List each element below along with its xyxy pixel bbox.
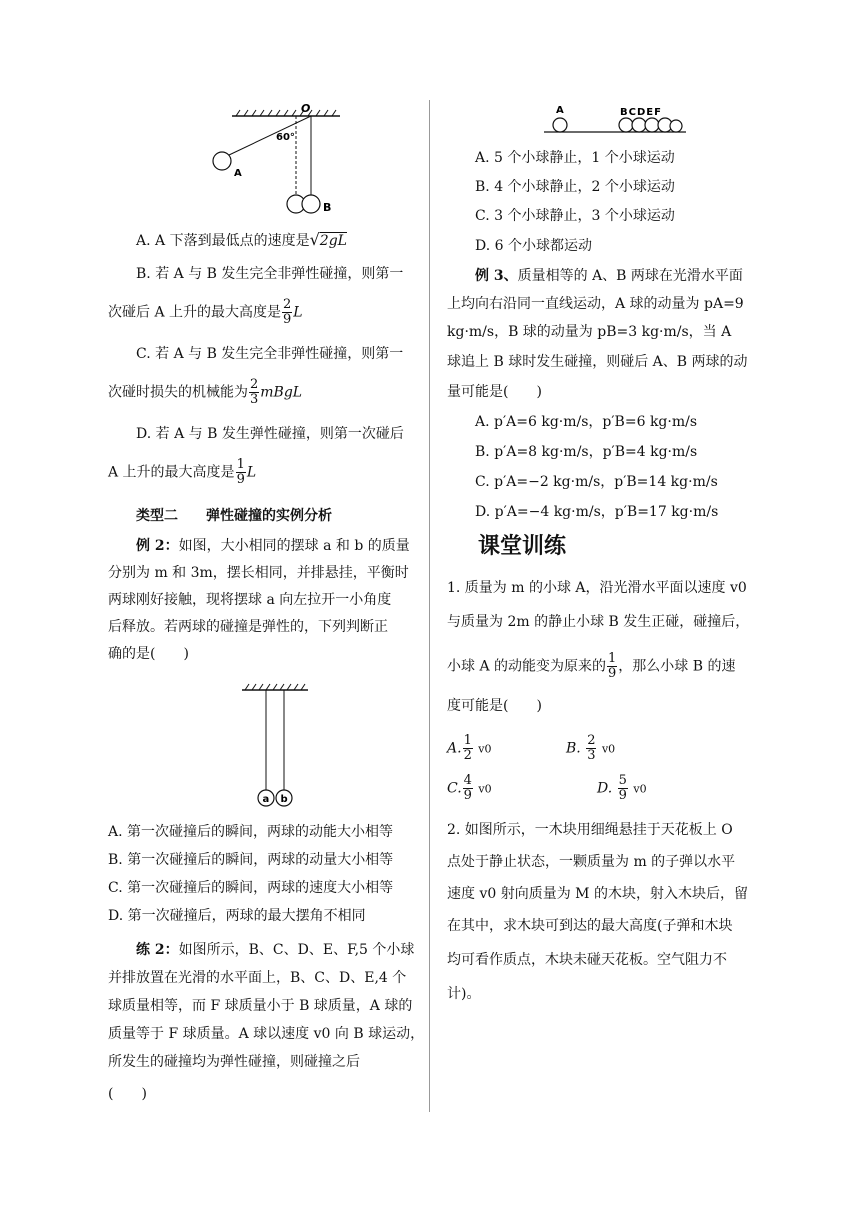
type2-heading: 类型二 弹性碰撞的实例分析 — [136, 508, 332, 524]
column-divider — [429, 100, 430, 1112]
practice-2-option-b: B. 4 个小球静止，2 个小球运动 — [475, 179, 675, 195]
question-2-line-6: 计)。 — [447, 986, 481, 1002]
example-3-line-2: 上均向右沿同一直线运动，A 球的动量为 pA=9 — [447, 296, 744, 312]
practice-2-line-4: 质量等于 F 球质量。A 球以速度 v0 向 B 球运动， — [108, 1026, 425, 1042]
practice-2-line-6: ( ) — [108, 1086, 147, 1102]
pendulum-figure-2 — [238, 680, 312, 810]
example-3-line-1: 例 3、质量相等的 A、B 两球在光滑水平面 — [475, 268, 743, 284]
example-2-line-4: 后释放。若两球的碰撞是弹性的，下列判断正 — [108, 619, 388, 635]
pendulum-figure-1 — [200, 100, 360, 218]
option-b-line1: B. 若 A 与 B 发生完全非弹性碰撞，则第一 — [136, 266, 404, 282]
practice-2-line-2: 并排放置在光滑的水平面上，B、C、D、E,4 个 — [108, 970, 407, 986]
example-2-option-c: C. 第一次碰撞后的瞬间，两球的速度大小相等 — [108, 880, 394, 896]
label-ball-a-small: a — [262, 794, 270, 805]
question-1-option-c: C. $\frac{4}{9}$ v0 — [447, 773, 492, 803]
option-a: A. A 下落到最低点的速度是√2gL — [136, 230, 347, 249]
label-ball-b: B — [323, 201, 332, 214]
example-3-option-b: B. p′A=8 kg·m/s，p′B=4 kg·m/s — [475, 444, 698, 460]
example-2-line-2: 分别为 m 和 3m，摆长相同，并排悬挂，平衡时 — [108, 565, 409, 581]
practice-2-line-3: 球质量相等，而 F 球质量小于 B 球质量，A 球的 — [108, 998, 413, 1014]
option-c-line1: C. 若 A 与 B 发生完全非弹性碰撞，则第一 — [136, 346, 404, 362]
example-2-option-b: B. 第一次碰撞后的瞬间，两球的动量大小相等 — [108, 852, 394, 868]
example-2-line-5: 确的是( ) — [108, 646, 189, 662]
section-title: 课堂训练 — [478, 534, 567, 559]
option-d-line2: A 上升的最大高度是 $\frac{1}{9}$ L — [108, 457, 257, 487]
question-2-line-3: 速度 v0 射向质量为 M 的木块，射入木块后，留 — [447, 886, 748, 902]
example-2-line-3: 两球刚好接触，现将摆球 a 向左拉开一小角度 — [108, 592, 392, 608]
question-1-line-2: 与质量为 2m 的静止小球 B 发生正碰，碰撞后， — [447, 614, 750, 630]
practice-2-option-c: C. 3 个小球静止，3 个小球运动 — [475, 208, 675, 224]
option-d-line1: D. 若 A 与 B 发生弹性碰撞，则第一次碰后 — [136, 426, 404, 442]
practice-2-line-5: 所发生的碰撞均为弹性碰撞，则碰撞之后 — [108, 1054, 360, 1070]
label-ball-a: A — [234, 168, 242, 179]
question-1-line-1: 1. 质量为 m 的小球 A，沿光滑水平面以速度 v0 — [447, 580, 747, 596]
label-balls-bcdef: BCDEF — [620, 107, 662, 118]
example-3-option-d: D. p′A=−4 kg·m/s，p′B=17 kg·m/s — [475, 504, 719, 520]
label-ball-b-small: b — [280, 794, 288, 805]
example-2-line-1: 例 2：如图，大小相同的摆球 a 和 b 的质量 — [136, 538, 410, 554]
question-2-line-2: 点处于静止状态，一颗质量为 m 的子弹以水平 — [447, 854, 736, 870]
example-3-line-5: 量可能是( ) — [447, 384, 542, 400]
option-c-line2: 次碰时损失的机械能为 $\frac{2}{3}$ mBgL — [108, 377, 303, 407]
practice-2-option-a: A. 5 个小球静止，1 个小球运动 — [475, 150, 675, 166]
example-2-option-d: D. 第一次碰撞后，两球的最大摆角不相同 — [108, 908, 366, 924]
question-2-line-4: 在其中，求木块可到达的最大高度(子弹和木块 — [447, 918, 733, 934]
question-2-line-1: 2. 如图所示，一木块用细绳悬挂于天花板上 O — [447, 822, 733, 838]
option-b-line2: 次碰后 A 上升的最大高度是 $\frac{2}{9}$ L — [108, 297, 303, 327]
practice-2-option-d: D. 6 个小球都运动 — [475, 238, 592, 254]
balls-figure — [540, 102, 690, 136]
question-1-line-3: 小球 A 的动能变为原来的 $\frac{1}{9}$ ，那么小球 B 的速 — [447, 651, 736, 681]
example-3-line-4: 球追上 B 球时发生碰撞，则碰后 A、B 两球的动 — [447, 354, 748, 370]
label-angle: 60° — [276, 132, 295, 143]
question-1-option-b: B. $\frac{2}{3}$ v0 — [566, 733, 616, 763]
example-3-option-c: C. p′A=−2 kg·m/s，p′B=14 kg·m/s — [475, 474, 718, 490]
label-o: O — [301, 102, 311, 115]
question-1-option-d: D. $\frac{5}{9}$ v0 — [597, 773, 647, 803]
example-2-option-a: A. 第一次碰撞后的瞬间，两球的动能大小相等 — [108, 824, 394, 840]
example-3-option-a: A. p′A=6 kg·m/s，p′B=6 kg·m/s — [475, 414, 698, 430]
practice-2-line-1: 练 2：如图所示，B、C、D、E、F,5 个小球 — [136, 942, 415, 958]
question-2-line-5: 均可看作质点，木块未碰天花板。空气阻力不 — [447, 952, 727, 968]
example-3-line-3: kg·m/s，B 球的动量为 pB=3 kg·m/s，当 A — [447, 324, 732, 340]
label-ball-a-row: A — [556, 105, 564, 116]
question-1-line-4: 度可能是( ) — [447, 698, 542, 714]
question-1-option-a: A. $\frac{1}{2}$ v0 — [447, 733, 492, 763]
